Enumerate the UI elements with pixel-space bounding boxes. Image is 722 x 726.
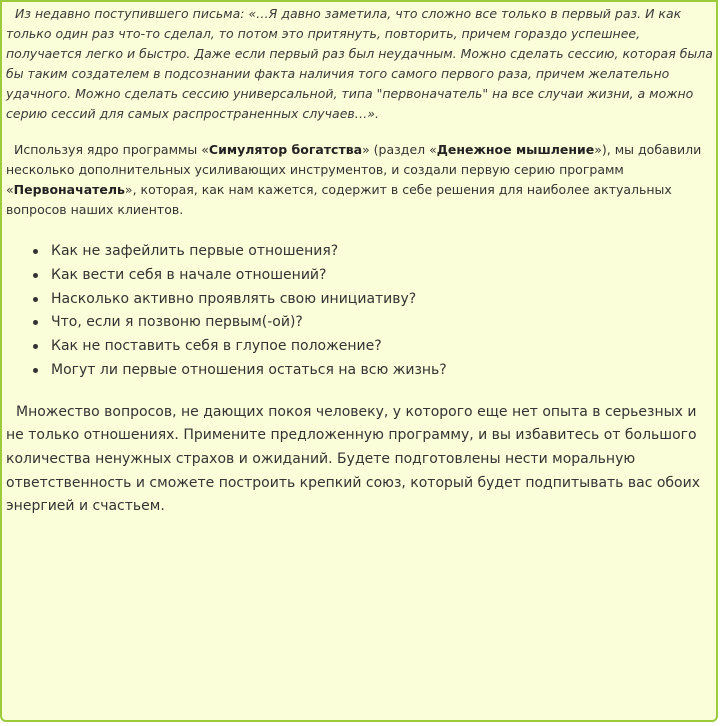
list-item-text: Как не зафейлить первые отношения? bbox=[51, 243, 339, 259]
intro-text-3: »), мы добавили несколько дополнительных усиливающих инструментов, и создали первую серию программ « bbox=[6, 142, 702, 197]
list-item bbox=[30, 288, 714, 312]
intro-text-1: Используя ядро программы « bbox=[14, 142, 209, 157]
bullet-icon bbox=[33, 368, 38, 373]
list-item-text: Что, если я позвоню первым(-ой)? bbox=[51, 314, 303, 331]
questions-list bbox=[6, 240, 714, 383]
list-item bbox=[30, 359, 714, 383]
list-item bbox=[30, 311, 714, 335]
intro-text-4: », которая, как нам кажется, содержит в себе решения для наиболее актуальных вопросов наших клиентов. bbox=[6, 182, 672, 217]
closing-paragraph: Множество вопросов, не дающих покоя человеку, у которого еще нет опыта в серьезных и не только отношениях. Примените предложенную программу, и вы избавитесь от большого количества ненужных страхов и ожиданий. Будете подготовлены нести моральную ответственность и сможете построить крепкий союз, который будет подпитывать вас обоих энергией и счастьем. bbox=[6, 403, 701, 515]
article-body bbox=[6, 4, 714, 519]
list-item-text: Могут ли первые отношения остаться на всю жизнь? bbox=[51, 361, 447, 378]
list-item bbox=[30, 240, 714, 264]
intro-paragraph bbox=[6, 140, 714, 220]
list-item-text: Как вести себя в начале отношений? bbox=[51, 266, 327, 283]
letter-quote: Из недавно поступившего письма: «…Я давно заметила, что сложно все только в первый раз. И как только один раз что-то сделал, то потом это притянуть, повторить, причем гораздо успешнее, получается легко и быстро. Даже если первый раз был неудачным. Можно сделать сессию, которая была бы таким создателем в подсознании факта наличия того самого первого раза, причем желательно удачного. Можно сделать сессию универсальной, типа "первоначатель" на все случаи жизни, а можно серию сессий для самых распространенных случаев…». bbox=[6, 6, 713, 121]
program-name-simulator: Симулятор богатства bbox=[208, 142, 363, 157]
intro-text-2: » (раздел « bbox=[362, 142, 437, 157]
list-item-text: Как не поставить себя в глупое положение? bbox=[51, 338, 382, 355]
program-name-pervonachatel: Первоначатель bbox=[13, 182, 125, 197]
list-item bbox=[30, 264, 714, 288]
bullet-icon bbox=[33, 273, 38, 278]
list-item bbox=[30, 335, 714, 359]
bullet-icon bbox=[33, 297, 38, 302]
section-name: Денежное мышление bbox=[436, 142, 595, 157]
bullet-icon bbox=[33, 344, 38, 349]
list-item-text: Насколько активно проявлять свою инициативу? bbox=[51, 290, 417, 307]
bullet-icon bbox=[33, 320, 38, 325]
bullet-icon bbox=[33, 249, 38, 254]
